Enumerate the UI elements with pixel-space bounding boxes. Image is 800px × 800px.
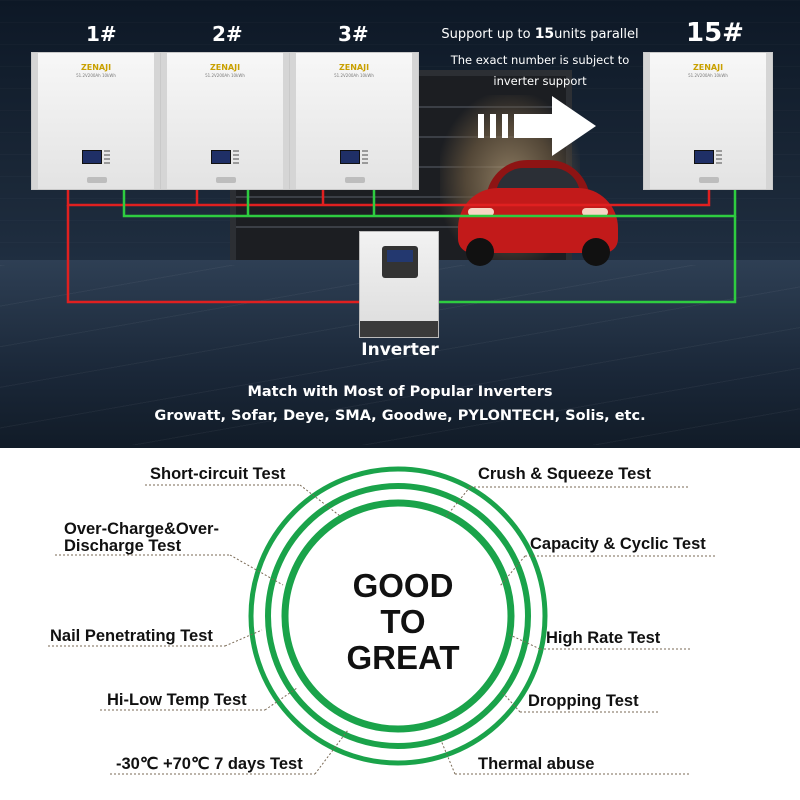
test-high-rate: High Rate Test bbox=[546, 629, 661, 647]
unit-label-2: 2# bbox=[212, 22, 243, 46]
support-note-line-2: inverter support bbox=[493, 74, 587, 88]
test-hi-low-temp: Hi-Low Temp Test bbox=[107, 691, 247, 709]
battery-model: 51.2V200Ah 10kWh bbox=[334, 73, 374, 78]
unit-label-15: 15# bbox=[686, 18, 744, 48]
battery-leds bbox=[716, 150, 722, 164]
battery-model: 51.2V200Ah 10kWh bbox=[76, 73, 116, 78]
battery-unit-1 bbox=[31, 52, 161, 190]
inverter-label: Inverter bbox=[361, 340, 439, 360]
battery-display bbox=[340, 150, 360, 164]
slogan-great: GREAT bbox=[346, 639, 460, 676]
test-crush-squeeze: Crush & Squeeze Test bbox=[478, 465, 651, 483]
support-note-line-1: The exact number is subject to bbox=[450, 53, 630, 67]
expansion-arrow-icon bbox=[478, 92, 598, 160]
battery-display bbox=[82, 150, 102, 164]
test-nail-penetrating: Nail Penetrating Test bbox=[50, 627, 213, 645]
battery-unit-15 bbox=[643, 52, 773, 190]
battery-port bbox=[699, 177, 719, 183]
support-suffix: units parallel bbox=[554, 27, 639, 42]
battery-display bbox=[694, 150, 714, 164]
test-short-circuit: Short-circuit Test bbox=[150, 465, 286, 483]
test-7-days: -30℃ +70℃ 7 days Test bbox=[116, 755, 303, 773]
match-brands: Growatt, Sofar, Deye, SMA, Goodwe, PYLONTECH, Solis, etc. bbox=[154, 408, 646, 424]
battery-brand: ZENAJI bbox=[80, 63, 112, 72]
battery-unit-3 bbox=[289, 52, 419, 190]
battery-leds bbox=[104, 150, 110, 164]
battery-display bbox=[211, 150, 231, 164]
test-dropping: Dropping Test bbox=[528, 692, 639, 710]
battery-brand: ZENAJI bbox=[209, 63, 241, 72]
battery-leds bbox=[233, 150, 239, 164]
safety-tests-section bbox=[0, 448, 800, 800]
battery-port bbox=[345, 177, 365, 183]
battery-brand: ZENAJI bbox=[338, 63, 370, 72]
inverter-control-panel bbox=[382, 246, 418, 278]
test-thermal-abuse: Thermal abuse bbox=[478, 755, 595, 773]
battery-port bbox=[216, 177, 236, 183]
compatibility-note bbox=[0, 384, 800, 424]
parallel-support-note bbox=[420, 26, 660, 92]
slogan-good: GOOD bbox=[352, 567, 454, 604]
slogan-to: TO bbox=[380, 603, 426, 640]
test-over-charge: Over-Charge&Over-Discharge Test bbox=[64, 520, 219, 555]
support-count: 15 bbox=[534, 26, 555, 42]
battery-port bbox=[87, 177, 107, 183]
unit-label-1: 1# bbox=[86, 22, 117, 46]
battery-model: 51.2V200Ah 10kWh bbox=[688, 73, 728, 78]
battery-model: 51.2V200Ah 10kWh bbox=[205, 73, 245, 78]
match-title: Match with Most of Popular Inverters bbox=[247, 384, 553, 400]
battery-brand: ZENAJI bbox=[692, 63, 724, 72]
test-capacity-cyclic: Capacity & Cyclic Test bbox=[530, 535, 706, 553]
battery-unit-2 bbox=[160, 52, 290, 190]
unit-label-3: 3# bbox=[338, 22, 369, 46]
battery-leds bbox=[362, 150, 368, 164]
red-car bbox=[458, 158, 618, 268]
inverter-device bbox=[359, 231, 439, 338]
support-prefix: Support up to bbox=[441, 27, 535, 42]
